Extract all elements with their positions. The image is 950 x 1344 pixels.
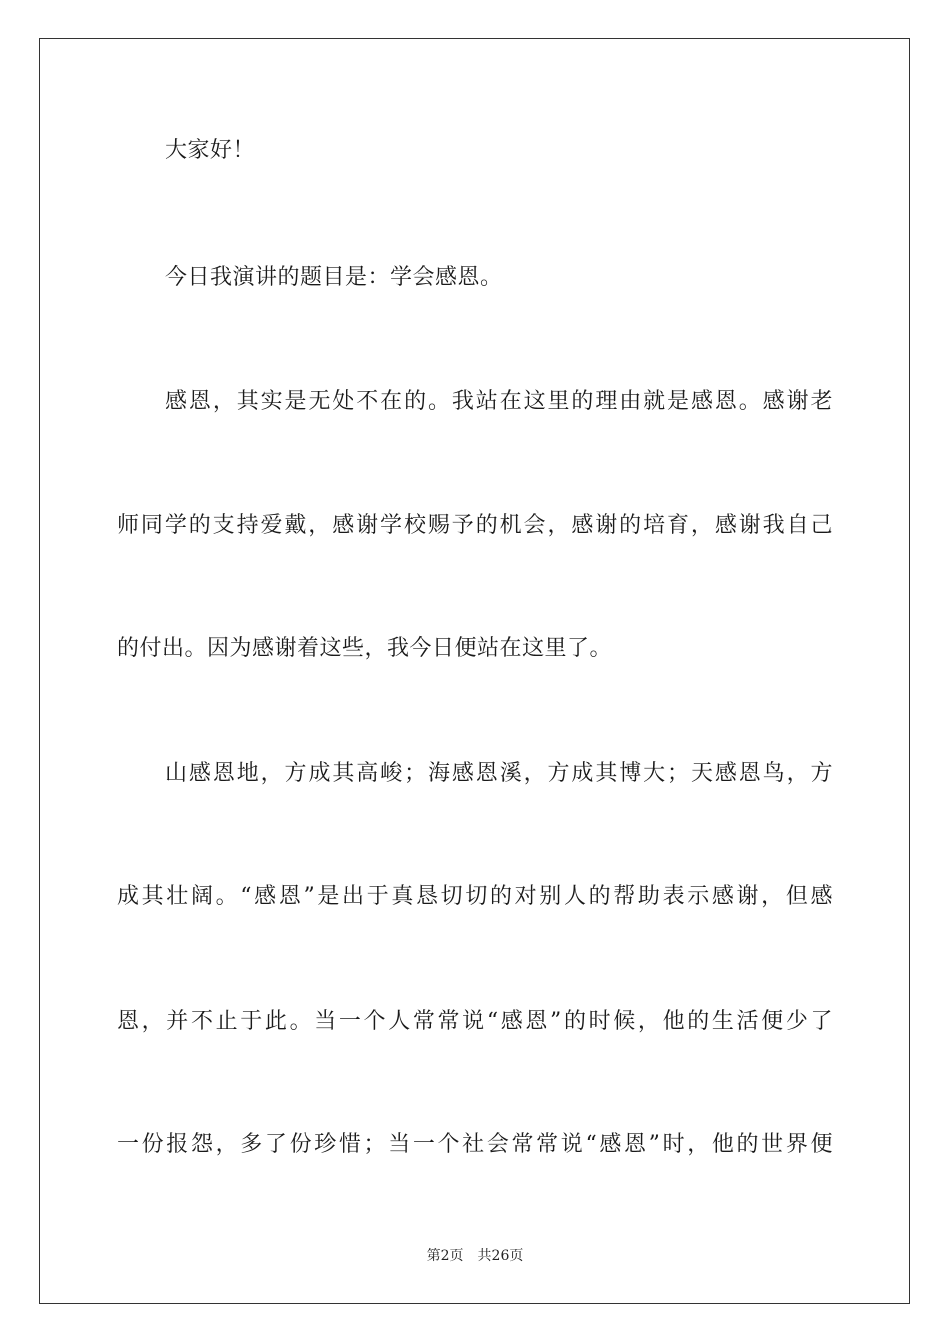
paragraph-line: 成其壮阔。“感恩”是出于真恳切切的对别人的帮助表示感谢，但感 [117, 884, 833, 909]
paragraph-line: 山感恩地，方成其高峻；海感恩溪，方成其博大；天感恩鸟，方 [165, 761, 833, 786]
paragraph-line: 一份报怨，多了份珍惜；当一个社会常常说“感恩”时，他的世界便 [117, 1132, 833, 1157]
paragraph-line: 感恩，其实是无处不在的。我站在这里的理由就是感恩。感谢老 [165, 389, 833, 414]
paragraph-line: 师同学的支持爱戴，感谢学校赐予的机会，感谢的培育，感谢我自己 [117, 513, 833, 538]
page-footer [0, 1246, 950, 1266]
topic-line: 今日我演讲的题目是：学会感恩。 [165, 265, 503, 290]
total-pages: 共26页 [477, 1248, 524, 1264]
paragraph-line: 的付出。因为感谢着这些，我今日便站在这里了。 [117, 636, 613, 661]
page-frame [39, 38, 910, 1304]
page-number: 第2页 [426, 1248, 464, 1264]
paragraph-line: 恩，并不止于此。当一个人常常说“感恩”的时候，他的生活便少了 [117, 1009, 833, 1034]
greeting-line: 大家好！ [165, 138, 256, 163]
